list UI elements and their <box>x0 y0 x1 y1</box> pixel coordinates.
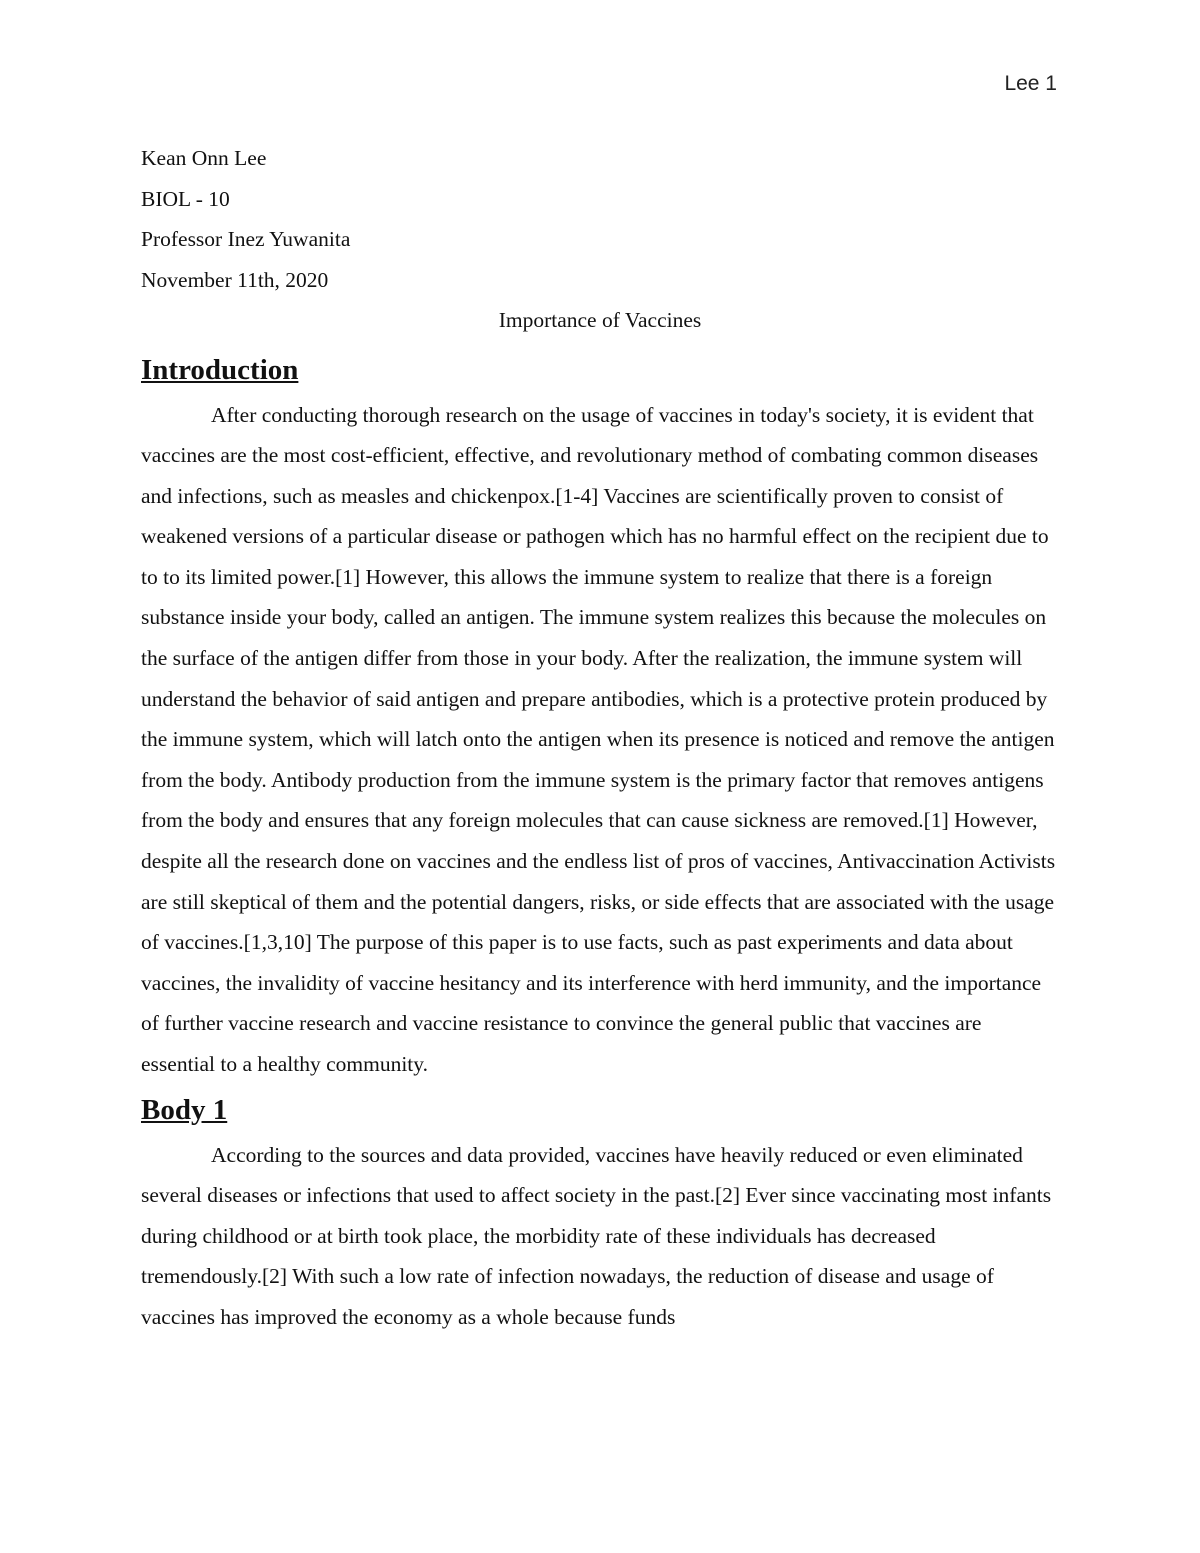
course-name: BIOL - 10 <box>141 186 230 211</box>
document-title: Importance of Vaccines <box>498 308 702 332</box>
page-header-label: Lee 1 <box>1004 72 1057 95</box>
section-paragraph-introduction: After conducting thorough research on the usage of vaccines in today's society, it is evident that vaccines are the most cost-efficient, effective, and revolutionary method of combating common diseases and infections, such as measles and chickenpox.[1-4] Vaccines are scientifically proven to consist of weakened versions of a particular disease or pathogen which has no harmful effect on the recipient due to to to its limited power.[1] However, this allows the immune system to realize that there is a foreign substance inside your body, called an antigen. The immune system realizes this because the molecules on the surface of the antigen differ from those in your body. After the realization, the immune system will understand the behavior of said antigen and prepare antibodies, which is a protective protein produced by the immune system, which will latch onto the antigen when its presence is noticed and remove the antigen from the body. Antibody production from the immune system is the primary factor that removes antigens from the body and ensures that any foreign molecules that can cause sickness are removed.[1] However, despite all the research done on vaccines and the endless list of pros of vaccines, Antivaccination Activists are still skeptical of them and the potential dangers, risks, or side effects that are associated with the usage of vaccines.[1,3,10] The purpose of this paper is to use facts, such as past experiments and data about vaccines, the invalidity of vaccine hesitancy and its interference with herd immunity, and the importance of further vaccine research and vaccine resistance to convince the general public that vaccines are essential to a healthy community. <box>141 402 1056 1076</box>
section-paragraph-body-1: According to the sources and data provided, vaccines have heavily reduced or even eliminated several diseases or infections that used to affect society in the past.[2] Ever since vaccinating most infants during childhood or at birth took place, the morbidity rate of these individuals has decreased tremendously.[2] With such a low rate of infection nowadays, the reduction of disease and usage of vaccines has improved the economy as a whole because funds <box>141 1142 1052 1329</box>
author-name: Kean Onn Lee <box>141 146 267 170</box>
professor-name: Professor Inez Yuwanita <box>141 227 351 251</box>
section-heading-body-1: Body 1 <box>141 1093 228 1126</box>
document-body <box>141 138 1059 1338</box>
section-heading-introduction: Introduction <box>141 353 299 386</box>
document-date: November 11th, 2020 <box>141 267 329 292</box>
